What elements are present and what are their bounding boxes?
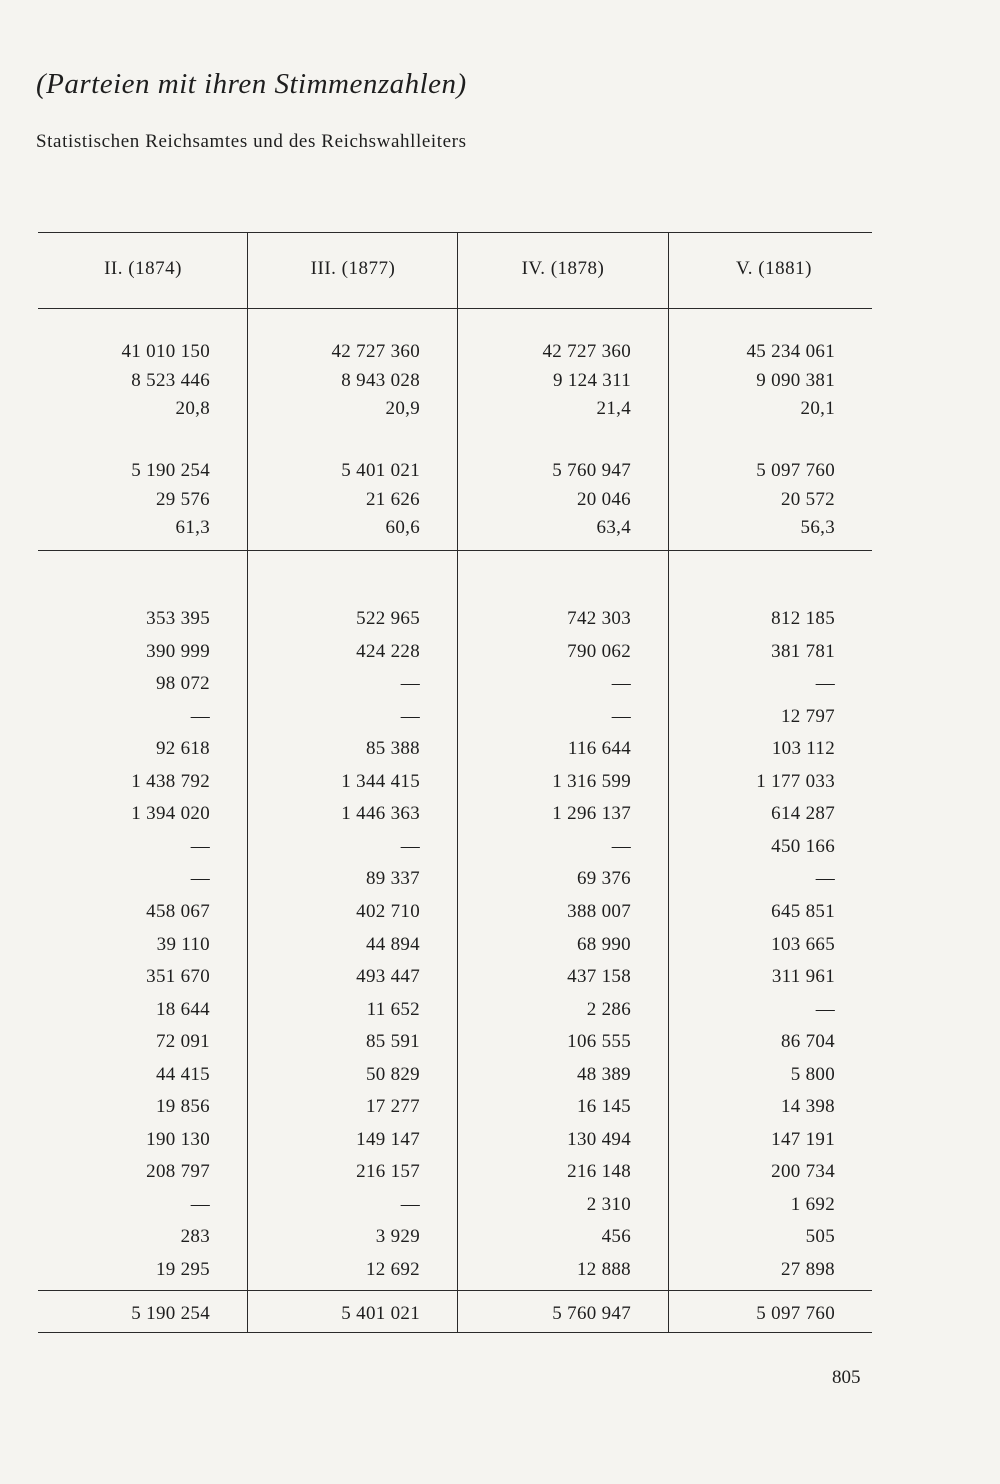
header-bottom-rule	[38, 308, 872, 309]
table-cell: 61,3	[175, 517, 210, 538]
column-header: V. (1881)	[736, 258, 812, 279]
table-cell: —	[815, 998, 835, 1020]
table-cell: 505	[805, 1226, 835, 1248]
table-cell: 8 943 028	[341, 370, 420, 391]
table-cell: 283	[180, 1226, 210, 1248]
table-cell: 402 710	[356, 900, 420, 922]
table-cell: 3 929	[375, 1226, 420, 1248]
table-cell: 20 046	[576, 489, 631, 510]
column-header: III. (1877)	[310, 258, 396, 279]
table-cell: 390 999	[146, 640, 210, 662]
table-cell: 42 727 360	[542, 341, 631, 362]
table-cell: 106 555	[567, 1031, 631, 1053]
table-cell: 69 376	[576, 868, 631, 890]
table-cell: 20,1	[800, 398, 835, 419]
table-bottom-rule	[38, 1332, 872, 1333]
table-cell: 1 438 792	[131, 770, 210, 792]
table-cell: 14 398	[780, 1096, 835, 1118]
table-cell: —	[400, 673, 420, 695]
table-cell: 20,8	[175, 398, 210, 419]
table-cell: 103 665	[771, 933, 835, 955]
table-cell: 5 760 947	[552, 460, 631, 481]
table-cell: 56,3	[800, 517, 835, 538]
table-cell: 1 316 599	[552, 770, 631, 792]
page-title: (Parteien mit ihren Stimmenzahlen)	[36, 68, 467, 100]
table-cell: 48 389	[576, 1063, 631, 1085]
table-cell: 208 797	[146, 1161, 210, 1183]
table-cell: —	[190, 835, 210, 857]
table-cell: —	[611, 673, 631, 695]
table-cell: 812 185	[771, 608, 835, 629]
table-cell: 456	[601, 1226, 631, 1248]
table-cell: 790 062	[567, 640, 631, 662]
table-cell: 16 145	[576, 1096, 631, 1118]
table-cell: 130 494	[567, 1128, 631, 1150]
table-cell: 5 190 254	[131, 460, 210, 481]
table-cell: 450 166	[771, 835, 835, 857]
table-cell: 86 704	[780, 1031, 835, 1053]
table-cell: 1 344 415	[341, 770, 420, 792]
table-cell: 353 395	[146, 608, 210, 629]
table-cell: 18 644	[155, 998, 210, 1020]
table-cell: 50 829	[365, 1063, 420, 1085]
table-cell: 351 670	[146, 966, 210, 988]
table-cell: 12 888	[576, 1259, 631, 1280]
table-cell: 39 110	[156, 933, 210, 955]
table-cell: 5 800	[790, 1063, 835, 1085]
table-cell: 92 618	[155, 738, 210, 760]
table-cell: —	[400, 1193, 420, 1215]
table-cell: —	[190, 868, 210, 890]
table-cell: 437 158	[567, 966, 631, 988]
table-cell: 1 177 033	[756, 770, 835, 792]
table-cell: 89 337	[365, 868, 420, 890]
table-cell: 103 112	[771, 738, 835, 760]
table-cell: 190 130	[146, 1128, 210, 1150]
table-cell: 98 072	[155, 673, 210, 695]
table-cell: 1 692	[790, 1193, 835, 1215]
table-cell: 8 523 446	[131, 370, 210, 391]
table-cell: 424 228	[356, 640, 420, 662]
table-total-cell: 5 190 254	[131, 1303, 210, 1324]
table-cell: 68 990	[576, 933, 631, 955]
table-cell: 12 797	[780, 705, 835, 727]
table-cell: 1 446 363	[341, 803, 420, 825]
table-cell: 147 191	[771, 1128, 835, 1150]
column-header: II. (1874)	[104, 258, 182, 279]
table-top-rule	[38, 232, 872, 233]
table-cell: 60,6	[385, 517, 420, 538]
table-total-cell: 5 760 947	[552, 1303, 631, 1324]
table-cell: —	[611, 705, 631, 727]
table-cell: 45 234 061	[746, 341, 835, 362]
table-cell: 1 394 020	[131, 803, 210, 825]
column-divider	[247, 308, 248, 1332]
table-total-cell: 5 097 760	[756, 1303, 835, 1324]
table-cell: 1 296 137	[552, 803, 631, 825]
table-cell: 5 401 021	[341, 460, 420, 481]
table-cell: 85 591	[365, 1031, 420, 1053]
block-separator-rule	[38, 550, 872, 551]
table-cell: 614 287	[771, 803, 835, 825]
table-cell: 149 147	[356, 1128, 420, 1150]
page-number: 805	[832, 1367, 861, 1388]
table-cell: 381 781	[771, 640, 835, 662]
table-cell: 9 090 381	[756, 370, 835, 391]
table-cell: 42 727 360	[331, 341, 420, 362]
column-divider	[668, 308, 669, 1332]
table-cell: 21 626	[365, 489, 420, 510]
table-cell: 742 303	[567, 608, 631, 629]
table-cell: 645 851	[771, 900, 835, 922]
table-cell: 2 310	[586, 1193, 631, 1215]
table-cell: 44 894	[365, 933, 420, 955]
table-cell: 41 010 150	[121, 341, 210, 362]
table-cell: 20,9	[385, 398, 420, 419]
table-cell: 388 007	[567, 900, 631, 922]
table-cell: 216 157	[356, 1161, 420, 1183]
column-divider	[457, 308, 458, 1332]
table-cell: 17 277	[365, 1096, 420, 1118]
table-cell: 2 286	[586, 998, 631, 1020]
table-cell: 5 097 760	[756, 460, 835, 481]
table-cell: 20 572	[780, 489, 835, 510]
table-cell: 12 692	[365, 1259, 420, 1280]
table-cell: 19 295	[155, 1259, 210, 1280]
table-cell: 44 415	[155, 1063, 210, 1085]
table-cell: 19 856	[155, 1096, 210, 1118]
table-cell: 522 965	[356, 608, 420, 629]
table-cell: —	[400, 835, 420, 857]
table-cell: 9 124 311	[553, 370, 631, 391]
table-cell: 458 067	[146, 900, 210, 922]
table-cell: 29 576	[155, 489, 210, 510]
table-cell: —	[190, 1193, 210, 1215]
table-total-cell: 5 401 021	[341, 1303, 420, 1324]
table-cell: —	[190, 705, 210, 727]
table-cell: —	[400, 705, 420, 727]
table-cell: —	[611, 835, 631, 857]
table-cell: —	[815, 673, 835, 695]
column-header: IV. (1878)	[521, 258, 605, 279]
table-cell: 63,4	[596, 517, 631, 538]
total-top-rule	[38, 1290, 872, 1291]
table-cell: 493 447	[356, 966, 420, 988]
page-subtitle: Statistischen Reichsamtes und des Reichswahlleiters	[36, 131, 467, 152]
table-cell: 11 652	[366, 998, 420, 1020]
table-cell: 216 148	[567, 1161, 631, 1183]
table-cell: 311 961	[771, 966, 835, 988]
table-cell: 116 644	[567, 738, 631, 760]
table-cell: 72 091	[155, 1031, 210, 1053]
table-cell: 27 898	[780, 1259, 835, 1280]
table-cell: 85 388	[365, 738, 420, 760]
table-cell: —	[815, 868, 835, 890]
table-cell: 21,4	[596, 398, 631, 419]
table-cell: 200 734	[771, 1161, 835, 1183]
